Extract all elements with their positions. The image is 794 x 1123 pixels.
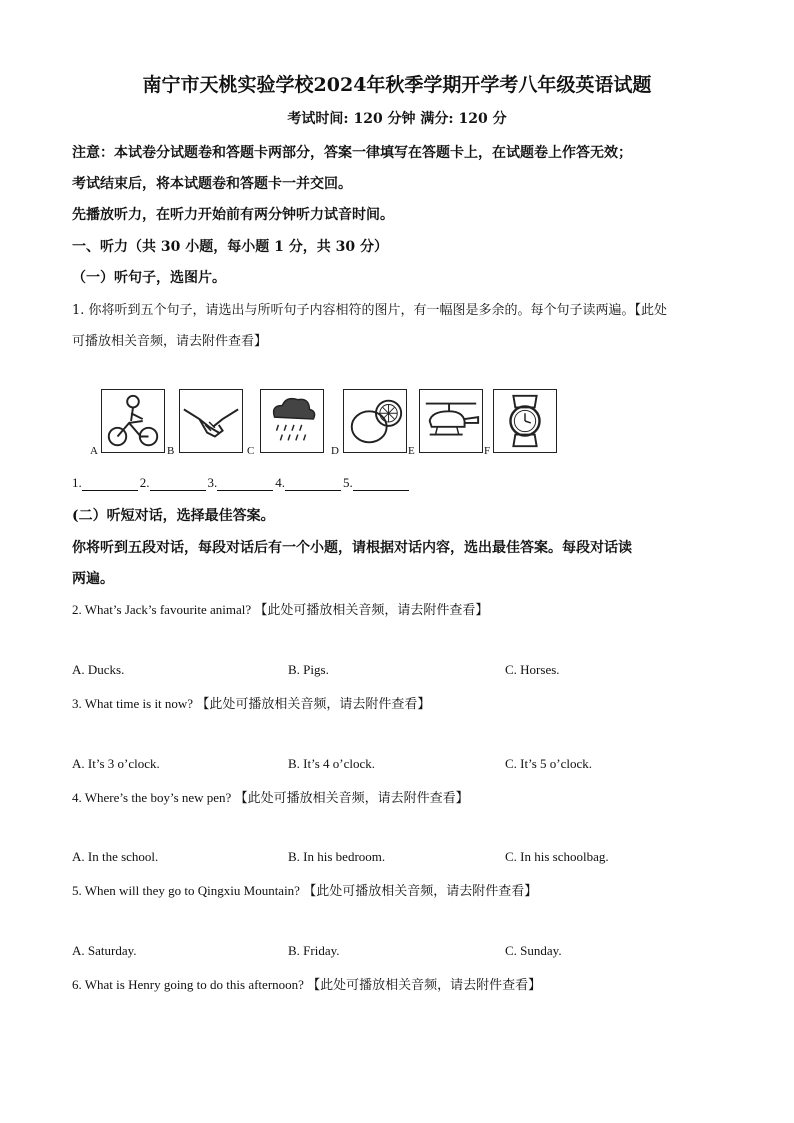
- answer-blanks-row: [72, 475, 411, 491]
- picture-label-f: F: [484, 445, 491, 457]
- q2-option-b[interactable]: B. Pigs.: [288, 662, 329, 677]
- answer-blank-4[interactable]: [285, 478, 341, 491]
- blank-label-4: 4.: [275, 475, 285, 490]
- q3-option-b[interactable]: B. It’s 4 o’clock.: [288, 756, 376, 771]
- q2-option-c[interactable]: C. Horses.: [505, 662, 560, 677]
- part2-intro-line-2: 两遍。: [72, 571, 114, 587]
- notice-line-1: 注意：本试卷分试题卷和答题卡两部分，答案一律填写在答题卡上，在试题卷上作答无效；: [72, 145, 632, 161]
- q2-option-a[interactable]: A. Ducks.: [72, 662, 125, 677]
- part2-intro-line-1: 你将听到五段对话，每段对话后有一个小题，请根据对话内容，选出最佳答案。每段对话读: [72, 540, 632, 556]
- picture-label-d: D: [331, 445, 339, 457]
- q4-option-c[interactable]: C. In his schoolbag.: [505, 849, 609, 864]
- helicopter-icon: [420, 390, 482, 452]
- picture-b: [179, 389, 243, 453]
- q4-option-a[interactable]: A. In the school.: [72, 849, 159, 864]
- question-5: 5. When will they go to Qingxiu Mountain? 【此处可播放相关音频，请去附件查看】: [72, 883, 538, 898]
- blank-label-2: 2.: [139, 475, 150, 490]
- rain-cloud-icon: [261, 390, 323, 452]
- picture-label-e: E: [408, 445, 415, 457]
- notice-line-3: 先播放听力，在听力开始前有两分钟听力试音时间。: [72, 207, 394, 223]
- part2-heading: (二）听短对话，选择最佳答案。: [72, 508, 275, 524]
- page-title: 南宁市天桃实验学校2024年秋季学期开学考八年级英语试题: [142, 74, 652, 96]
- picture-label-a: A: [90, 445, 98, 457]
- picture-d: [343, 389, 407, 453]
- blank-label-5: 5.: [343, 475, 353, 490]
- blank-label-3: 3.: [207, 475, 218, 490]
- answer-blank-3[interactable]: [217, 478, 273, 491]
- question-4: 4. Where’s the boy’s new pen? 【此处可播放相关音频，请去附件查看】: [72, 790, 469, 805]
- picture-label-b: B: [167, 445, 175, 457]
- picture-c: [260, 389, 324, 453]
- picture-e: [419, 389, 483, 453]
- picture-a: [101, 389, 165, 453]
- answer-blank-1[interactable]: [82, 478, 138, 491]
- answer-blank-2[interactable]: [150, 478, 206, 491]
- watch-icon: [494, 390, 556, 452]
- q4-option-b[interactable]: B. In his bedroom.: [288, 849, 386, 864]
- answer-blank-5[interactable]: [353, 478, 409, 491]
- q3-option-c[interactable]: C. It’s 5 o’clock.: [505, 756, 593, 771]
- q5-option-b[interactable]: B. Friday.: [288, 943, 340, 958]
- exam-info: 考试时间: 120 分钟 满分: 120 分: [287, 111, 507, 127]
- q3-option-a[interactable]: A. It’s 3 o’clock.: [72, 756, 160, 771]
- notice-line-2: 考试结束后，将本试题卷和答题卡一并交回。: [72, 176, 352, 192]
- handshake-icon: [180, 390, 242, 452]
- lemon-icon: [344, 390, 406, 452]
- q1-text-line-1: 1. 你将听到五个句子，请选出与所听句子内容相符的图片，有一幅图是多余的。每个句子读两遍。【此处: [72, 303, 668, 318]
- cyclist-icon: [102, 390, 164, 452]
- question-2: 2. What’s Jack’s favourite animal? 【此处可播放相关音频，请去附件查看】: [72, 602, 489, 617]
- picture-label-c: C: [247, 445, 255, 457]
- q1-text-line-2: 可播放相关音频，请去附件查看】: [72, 334, 268, 349]
- question-3: 3. What time is it now? 【此处可播放相关音频，请去附件查看】: [72, 696, 431, 711]
- section-heading: 一、听力（共 30 小题，每小题 1 分，共 30 分）: [72, 239, 388, 255]
- picture-f: [493, 389, 557, 453]
- q5-option-a[interactable]: A. Saturday.: [72, 943, 137, 958]
- part1-heading: （一）听句子，选图片。: [72, 270, 226, 286]
- q5-option-c[interactable]: C. Sunday.: [505, 943, 562, 958]
- question-6: 6. What is Henry going to do this afternoon? 【此处可播放相关音频，请去附件查看】: [72, 977, 542, 992]
- blank-label-1: 1.: [72, 475, 82, 490]
